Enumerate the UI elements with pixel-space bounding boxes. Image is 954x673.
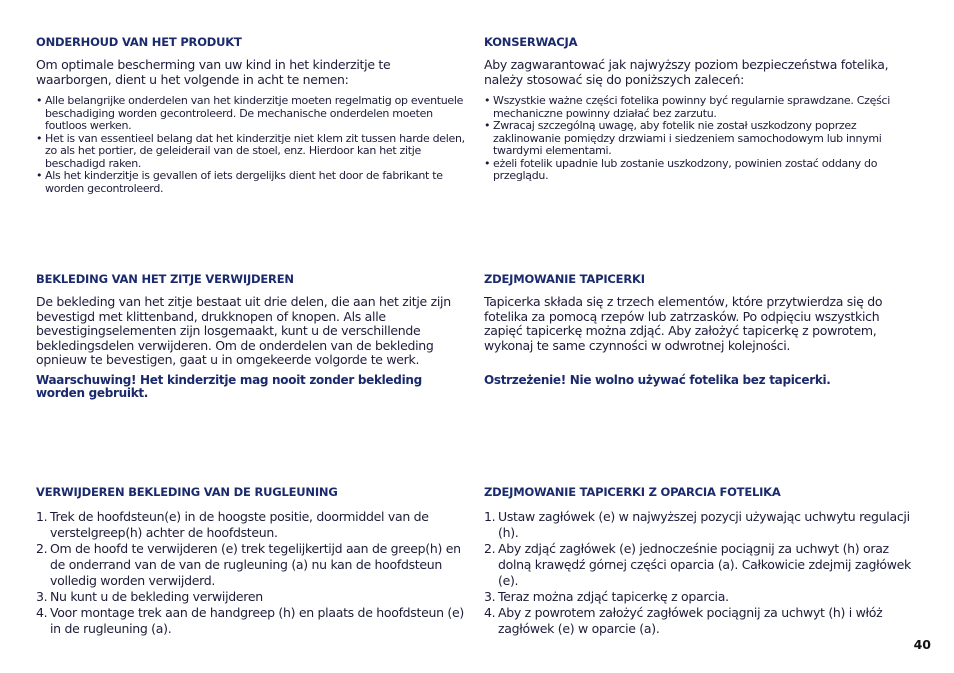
- step-number: 3.: [484, 589, 496, 604]
- step-number: 1.: [36, 509, 48, 524]
- bullet-item: • Wszystkie ważne części fotelika powinny być regularnie sprawdzane. Części mechaniczne powinny działać bez zarzutu.: [484, 95, 916, 120]
- step-item: [484, 541, 916, 589]
- step-number: 2.: [484, 541, 496, 556]
- backrest-cover-section-pl: [484, 485, 916, 637]
- step-number: 2.: [36, 541, 48, 556]
- section-heading: VERWIJDEREN BEKLEDING VAN DE RUGLEUNING: [36, 485, 338, 499]
- maintenance-bullet-list: [484, 95, 916, 183]
- bullet-item: • Alle belangrijke onderdelen van het kinderzitje moeten regelmatig op eventuele beschadiging worden gecontroleerd. De mechanische onderdelen moeten foutloos werken.: [36, 95, 468, 133]
- step-item: [484, 605, 916, 637]
- maintenance-bullet-list: [36, 95, 468, 195]
- bullet-item: • Zwracaj szczególną uwagę, aby fotelik nie został uszkodzony poprzez zaklinowanie pomiędzy drzwiami i siedzeniem samochodowym lub innymi twardymi elementami.: [484, 120, 916, 158]
- maintenance-section-nl: [36, 35, 468, 195]
- step-number: 1.: [484, 509, 496, 524]
- steps-list: [36, 509, 468, 637]
- bullet-item: • Het is van essentieel belang dat het kinderzitje niet klem zit tussen harde delen, zo als het portier, de geleiderail van de stoel, enz. Hierdoor kan het zitje beschadigd raken.: [36, 133, 468, 171]
- step-text: Nu kunt u de bekleding verwijderen: [50, 589, 263, 604]
- step-text: Trek de hoofdsteun(e) in de hoogste positie, doormiddel van de verstelgreep(h) achter de hoofdsteun.: [50, 509, 429, 540]
- warning-text: Waarschuwing! Het kinderzitje mag nooit zonder bekleding worden gebruikt.: [36, 373, 422, 400]
- section-paragraph: De bekleding van het zitje bestaat uit drie delen, die aan het zitje zijn bevestigd met klittenband, drukknopen of knopen. Als alle bevestigingselementen zijn losgemaakt, kunt u de verschillende bekledingsdelen verwijderen. Om de onderdelen van de bekleding opnieuw te bevestigen, gaat u in omgekeerde volgorde te werk.: [36, 294, 451, 367]
- step-item: [36, 509, 468, 541]
- step-text: Ustaw zagłówek (e) w najwyższej pozycji używając uchwytu regulacji (h).: [498, 509, 910, 540]
- step-text: Om de hoofd te verwijderen (e) trek tegelijkertijd aan de greep(h) en de onderrand van de van de rugleuning (a) nu kan de hoofdsteun volledig worden verwijderd.: [50, 541, 461, 588]
- warning-text: Ostrzeżenie! Nie wolno używać fotelika bez tapicerki.: [484, 373, 831, 387]
- step-item: [484, 589, 916, 605]
- step-item: [36, 605, 468, 637]
- step-item: [36, 541, 468, 589]
- section-heading: ONDERHOUD VAN HET PRODUKT: [36, 35, 242, 49]
- step-item: [484, 509, 916, 541]
- step-number: 4.: [484, 605, 496, 620]
- section-paragraph: Tapicerka składa się z trzech elementów, które przytwierdza się do fotelika za pomocą rzepów lub zatrzasków. Po odpięciu wszystkich zapięć tapicerkę można zdjąć. Aby założyć tapicerkę z powrotem, wykonaj te same czynności w odwrotnej kolejności.: [484, 294, 883, 353]
- step-text: Voor montage trek aan de handgreep (h) en plaats de hoofdsteun (e) in de rugleuning (a).: [50, 605, 464, 636]
- page-number: 40: [913, 637, 931, 652]
- section-heading: ZDEJMOWANIE TAPICERKI Z OPARCIA FOTELIKA: [484, 485, 781, 499]
- backrest-cover-section-nl: [36, 485, 468, 637]
- bullet-item: • eżeli fotelik upadnie lub zostanie uszkodzony, powinien zostać oddany do przeglądu.: [484, 158, 916, 183]
- section-intro: Aby zagwarantować jak najwyższy poziom bezpieczeństwa fotelika, należy stosować się do poniższych zaleceń:: [484, 57, 889, 87]
- step-text: Aby zdjąć zagłówek (e) jednocześnie pociągnij za uchwyt (h) oraz dolną krawędź górnej części oparcia (a). Całkowicie zdejmij zagłówek (e).: [498, 541, 911, 588]
- maintenance-section-pl: [484, 35, 916, 183]
- section-heading: ZDEJMOWANIE TAPICERKI: [484, 272, 645, 286]
- cover-removal-section-nl: [36, 272, 468, 402]
- step-number: 3.: [36, 589, 48, 604]
- bullet-item: • Als het kinderzitje is gevallen of iets dergelijks dient het door de fabrikant te worden gecontroleerd.: [36, 170, 468, 195]
- cover-removal-section-pl: [484, 272, 916, 402]
- section-intro: Om optimale bescherming van uw kind in het kinderzitje te waarborgen, dient u het volgende in acht te nemen:: [36, 57, 391, 87]
- steps-list: [484, 509, 916, 637]
- section-heading: KONSERWACJA: [484, 35, 578, 49]
- step-number: 4.: [36, 605, 48, 620]
- section-heading: BEKLEDING VAN HET ZITJE VERWIJDEREN: [36, 272, 294, 286]
- step-text: Teraz można zdjąć tapicerkę z oparcia.: [498, 589, 729, 604]
- step-text: Aby z powrotem założyć zagłówek pociągnij za uchwyt (h) i włóż zagłówek (e) w oparcie (a).: [498, 605, 883, 636]
- step-item: [36, 589, 468, 605]
